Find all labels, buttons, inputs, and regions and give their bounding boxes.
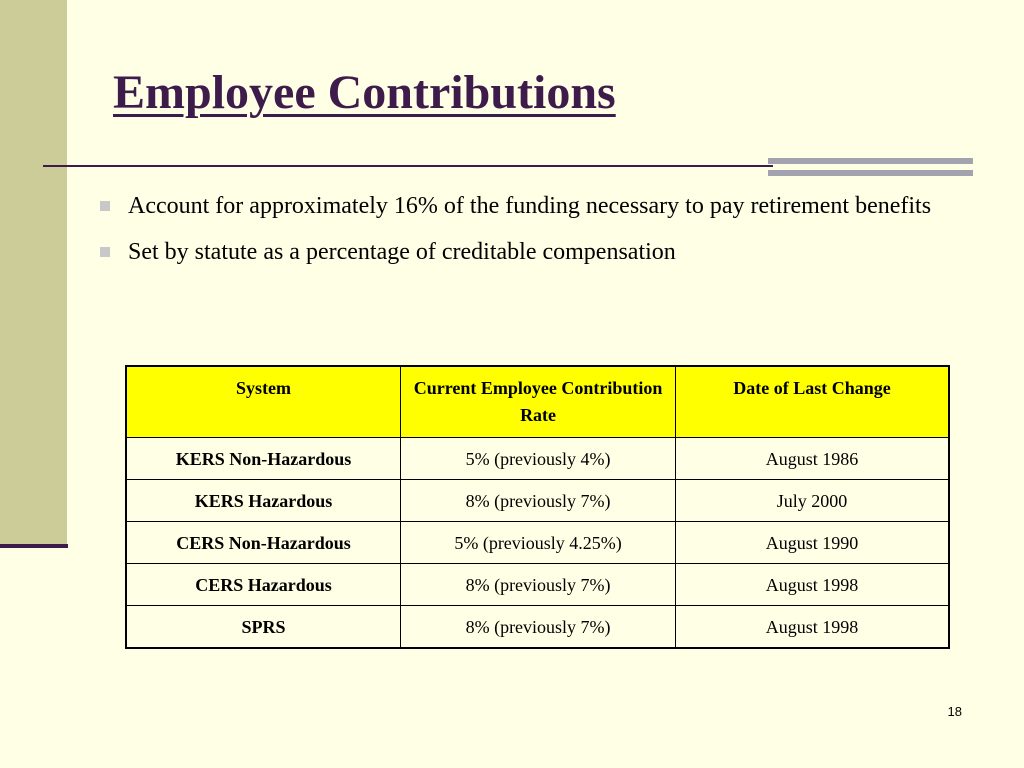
square-bullet-icon	[100, 201, 110, 211]
cell-system: CERS Non-Hazardous	[126, 522, 401, 564]
table-row	[126, 522, 949, 564]
cell-date: August 1986	[676, 438, 949, 480]
left-bar-underline	[0, 544, 68, 548]
cell-rate: 5% (previously 4%)	[401, 438, 676, 480]
title-rule	[43, 165, 773, 167]
cell-system: KERS Hazardous	[126, 480, 401, 522]
cell-rate: 8% (previously 7%)	[401, 564, 676, 606]
page-number: 18	[947, 704, 962, 719]
bullet-item	[100, 188, 962, 224]
decorative-grey-bar-bottom	[768, 170, 973, 176]
decorative-grey-bar-top	[768, 158, 973, 164]
contribution-table	[125, 365, 950, 649]
cell-system: KERS Non-Hazardous	[126, 438, 401, 480]
table-row	[126, 564, 949, 606]
table-row	[126, 438, 949, 480]
table-header-row	[126, 366, 949, 438]
bullet-text: Account for approximately 16% of the funding necessary to pay retirement benefits	[128, 193, 932, 219]
header-contribution-rate: Current Employee Contribution Rate	[401, 366, 676, 438]
cell-date: July 2000	[676, 480, 949, 522]
cell-date: August 1998	[676, 564, 949, 606]
header-system: System	[126, 366, 401, 438]
cell-system: SPRS	[126, 606, 401, 649]
bullet-item	[100, 234, 962, 270]
square-bullet-icon	[100, 247, 110, 257]
bullet-text: Set by statute as a percentage of creditable compensation	[128, 239, 676, 265]
cell-system: CERS Hazardous	[126, 564, 401, 606]
cell-rate: 8% (previously 7%)	[401, 480, 676, 522]
table-row	[126, 480, 949, 522]
header-date-of-last-change: Date of Last Change	[676, 366, 949, 438]
slide-title: Employee Contributions	[113, 66, 616, 119]
table-row	[126, 606, 949, 649]
cell-date: August 1990	[676, 522, 949, 564]
left-decorative-bar	[0, 0, 67, 544]
cell-rate: 5% (previously 4.25%)	[401, 522, 676, 564]
cell-date: August 1998	[676, 606, 949, 649]
cell-rate: 8% (previously 7%)	[401, 606, 676, 649]
bullet-list	[100, 188, 962, 280]
